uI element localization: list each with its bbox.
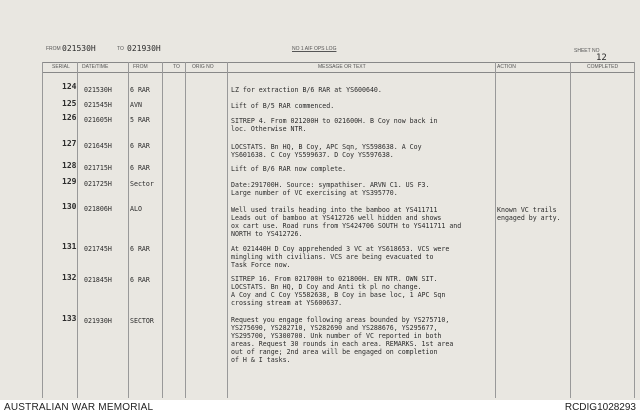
message-cell: Lift of B/6 RAR now complete. bbox=[231, 165, 347, 173]
time-cell: 021545H bbox=[84, 101, 112, 109]
footer-credit: AUSTRALIAN WAR MEMORIAL bbox=[4, 402, 154, 413]
from-cell: Sector bbox=[130, 180, 154, 188]
column-headers bbox=[42, 62, 634, 73]
col-serial: SERIAL bbox=[52, 64, 70, 70]
col-action: ACTION bbox=[497, 64, 516, 70]
from-cell: 6 RAR bbox=[130, 86, 150, 94]
from-cell: 6 RAR bbox=[130, 245, 150, 253]
message-cell: Lift of B/5 RAR commenced. bbox=[231, 102, 335, 110]
sheet-value: 12 bbox=[596, 53, 607, 63]
serial-cell: 131 bbox=[62, 242, 77, 251]
col-datetime: DATE/TIME bbox=[82, 64, 109, 70]
column-rule bbox=[77, 62, 78, 398]
time-cell: 021605H bbox=[84, 116, 112, 124]
footer-record-id: RCDIG1028293 bbox=[564, 402, 636, 413]
from-cell: 6 RAR bbox=[130, 164, 150, 172]
serial-cell: 124 bbox=[62, 82, 77, 91]
sheet-label: SHEET NO bbox=[574, 48, 600, 54]
serial-cell: 130 bbox=[62, 202, 77, 211]
message-cell: At 021440H D Coy apprehended 3 VC at YS618653. VCS were mingling with civilians. VCS are being evacuated to Task Force now. bbox=[231, 245, 450, 269]
action-cell: Known VC trails engaged by arty. bbox=[497, 206, 561, 222]
time-cell: 021930H bbox=[84, 317, 112, 325]
serial-cell: 133 bbox=[62, 314, 77, 323]
to-value: 021930H bbox=[127, 44, 161, 53]
to-label: TO bbox=[117, 46, 124, 52]
message-cell: LZ for extraction B/6 RAR at YS600640. bbox=[231, 86, 382, 94]
serial-cell: 125 bbox=[62, 99, 77, 108]
serial-cell: 126 bbox=[62, 113, 77, 122]
from-cell: AVN bbox=[130, 101, 142, 109]
message-cell: SITREP 16. From 021700H to 021800H. EN NTR. OWN SIT. LOCSTATS. Bn HQ, D Coy and Anti tk pl no change. A Coy and C Coy YS582638, B Coy in base loc, 1 APC Sqn crossing stream at YS600637. bbox=[231, 275, 446, 307]
column-rule bbox=[42, 62, 43, 398]
message-cell: SITREP 4. From 021200H to 021600H. B Coy now back in loc. Otherwise NTR. bbox=[231, 117, 438, 133]
col-from: FROM bbox=[133, 64, 148, 70]
message-cell: Request you engage following areas bounded by YS275710, YS275690, YS282710, YS282690 and YS288676, YS295677, YS295700, YS300700. Unk number of VC reported in both areas. Request 30 rounds in each area. REMARKS. 1st area out of range; 2nd area will be engaged on completion of H & I tasks. bbox=[231, 316, 454, 364]
from-cell: 5 RAR bbox=[130, 116, 150, 124]
from-cell: SECTOR bbox=[130, 317, 154, 325]
column-rule bbox=[128, 62, 129, 398]
from-cell: ALO bbox=[130, 205, 142, 213]
column-rule bbox=[634, 62, 635, 398]
time-cell: 021725H bbox=[84, 180, 112, 188]
serial-cell: 128 bbox=[62, 161, 77, 170]
from-label: FROM bbox=[46, 46, 61, 52]
footer bbox=[0, 400, 640, 416]
message-cell: LOCSTATS. Bn HQ, B Coy, APC Sqn, YS598638. A Coy YS601638. C Coy YS599637. D Coy YS597638. bbox=[231, 143, 422, 159]
col-orig: ORIG NO bbox=[192, 64, 214, 70]
from-cell: 6 RAR bbox=[130, 142, 150, 150]
message-cell: Well used trails heading into the bamboo at YS411711 Leads out of bamboo at YS412726 well hidden and shows ox cart use. Road runs from YS424706 SOUTH to YS411711 and NORTH to YS412726. bbox=[231, 206, 462, 238]
time-cell: 021806H bbox=[84, 205, 112, 213]
serial-cell: 129 bbox=[62, 177, 77, 186]
from-cell: 6 RAR bbox=[130, 276, 150, 284]
serial-cell: 132 bbox=[62, 273, 77, 282]
column-rule bbox=[162, 62, 163, 398]
from-value: 021530H bbox=[62, 44, 96, 53]
col-completed: COMPLETED bbox=[587, 64, 619, 70]
column-rule bbox=[185, 62, 186, 398]
column-rule bbox=[570, 62, 571, 398]
time-cell: 021745H bbox=[84, 245, 112, 253]
message-cell: Date:291700H. Source: sympathiser. ARVN C1. US F3. Large number of VC exercising at YS395770. bbox=[231, 181, 430, 197]
column-rule bbox=[495, 62, 496, 398]
col-to: TO bbox=[173, 64, 180, 70]
column-rule bbox=[227, 62, 228, 398]
time-cell: 021645H bbox=[84, 142, 112, 150]
time-cell: 021845H bbox=[84, 276, 112, 284]
time-cell: 021715H bbox=[84, 164, 112, 172]
time-cell: 021530H bbox=[84, 86, 112, 94]
log-title: NO 1 AIF OPS LOG bbox=[292, 46, 337, 52]
col-message: MESSAGE OR TEXT bbox=[318, 64, 366, 70]
serial-cell: 127 bbox=[62, 139, 77, 148]
